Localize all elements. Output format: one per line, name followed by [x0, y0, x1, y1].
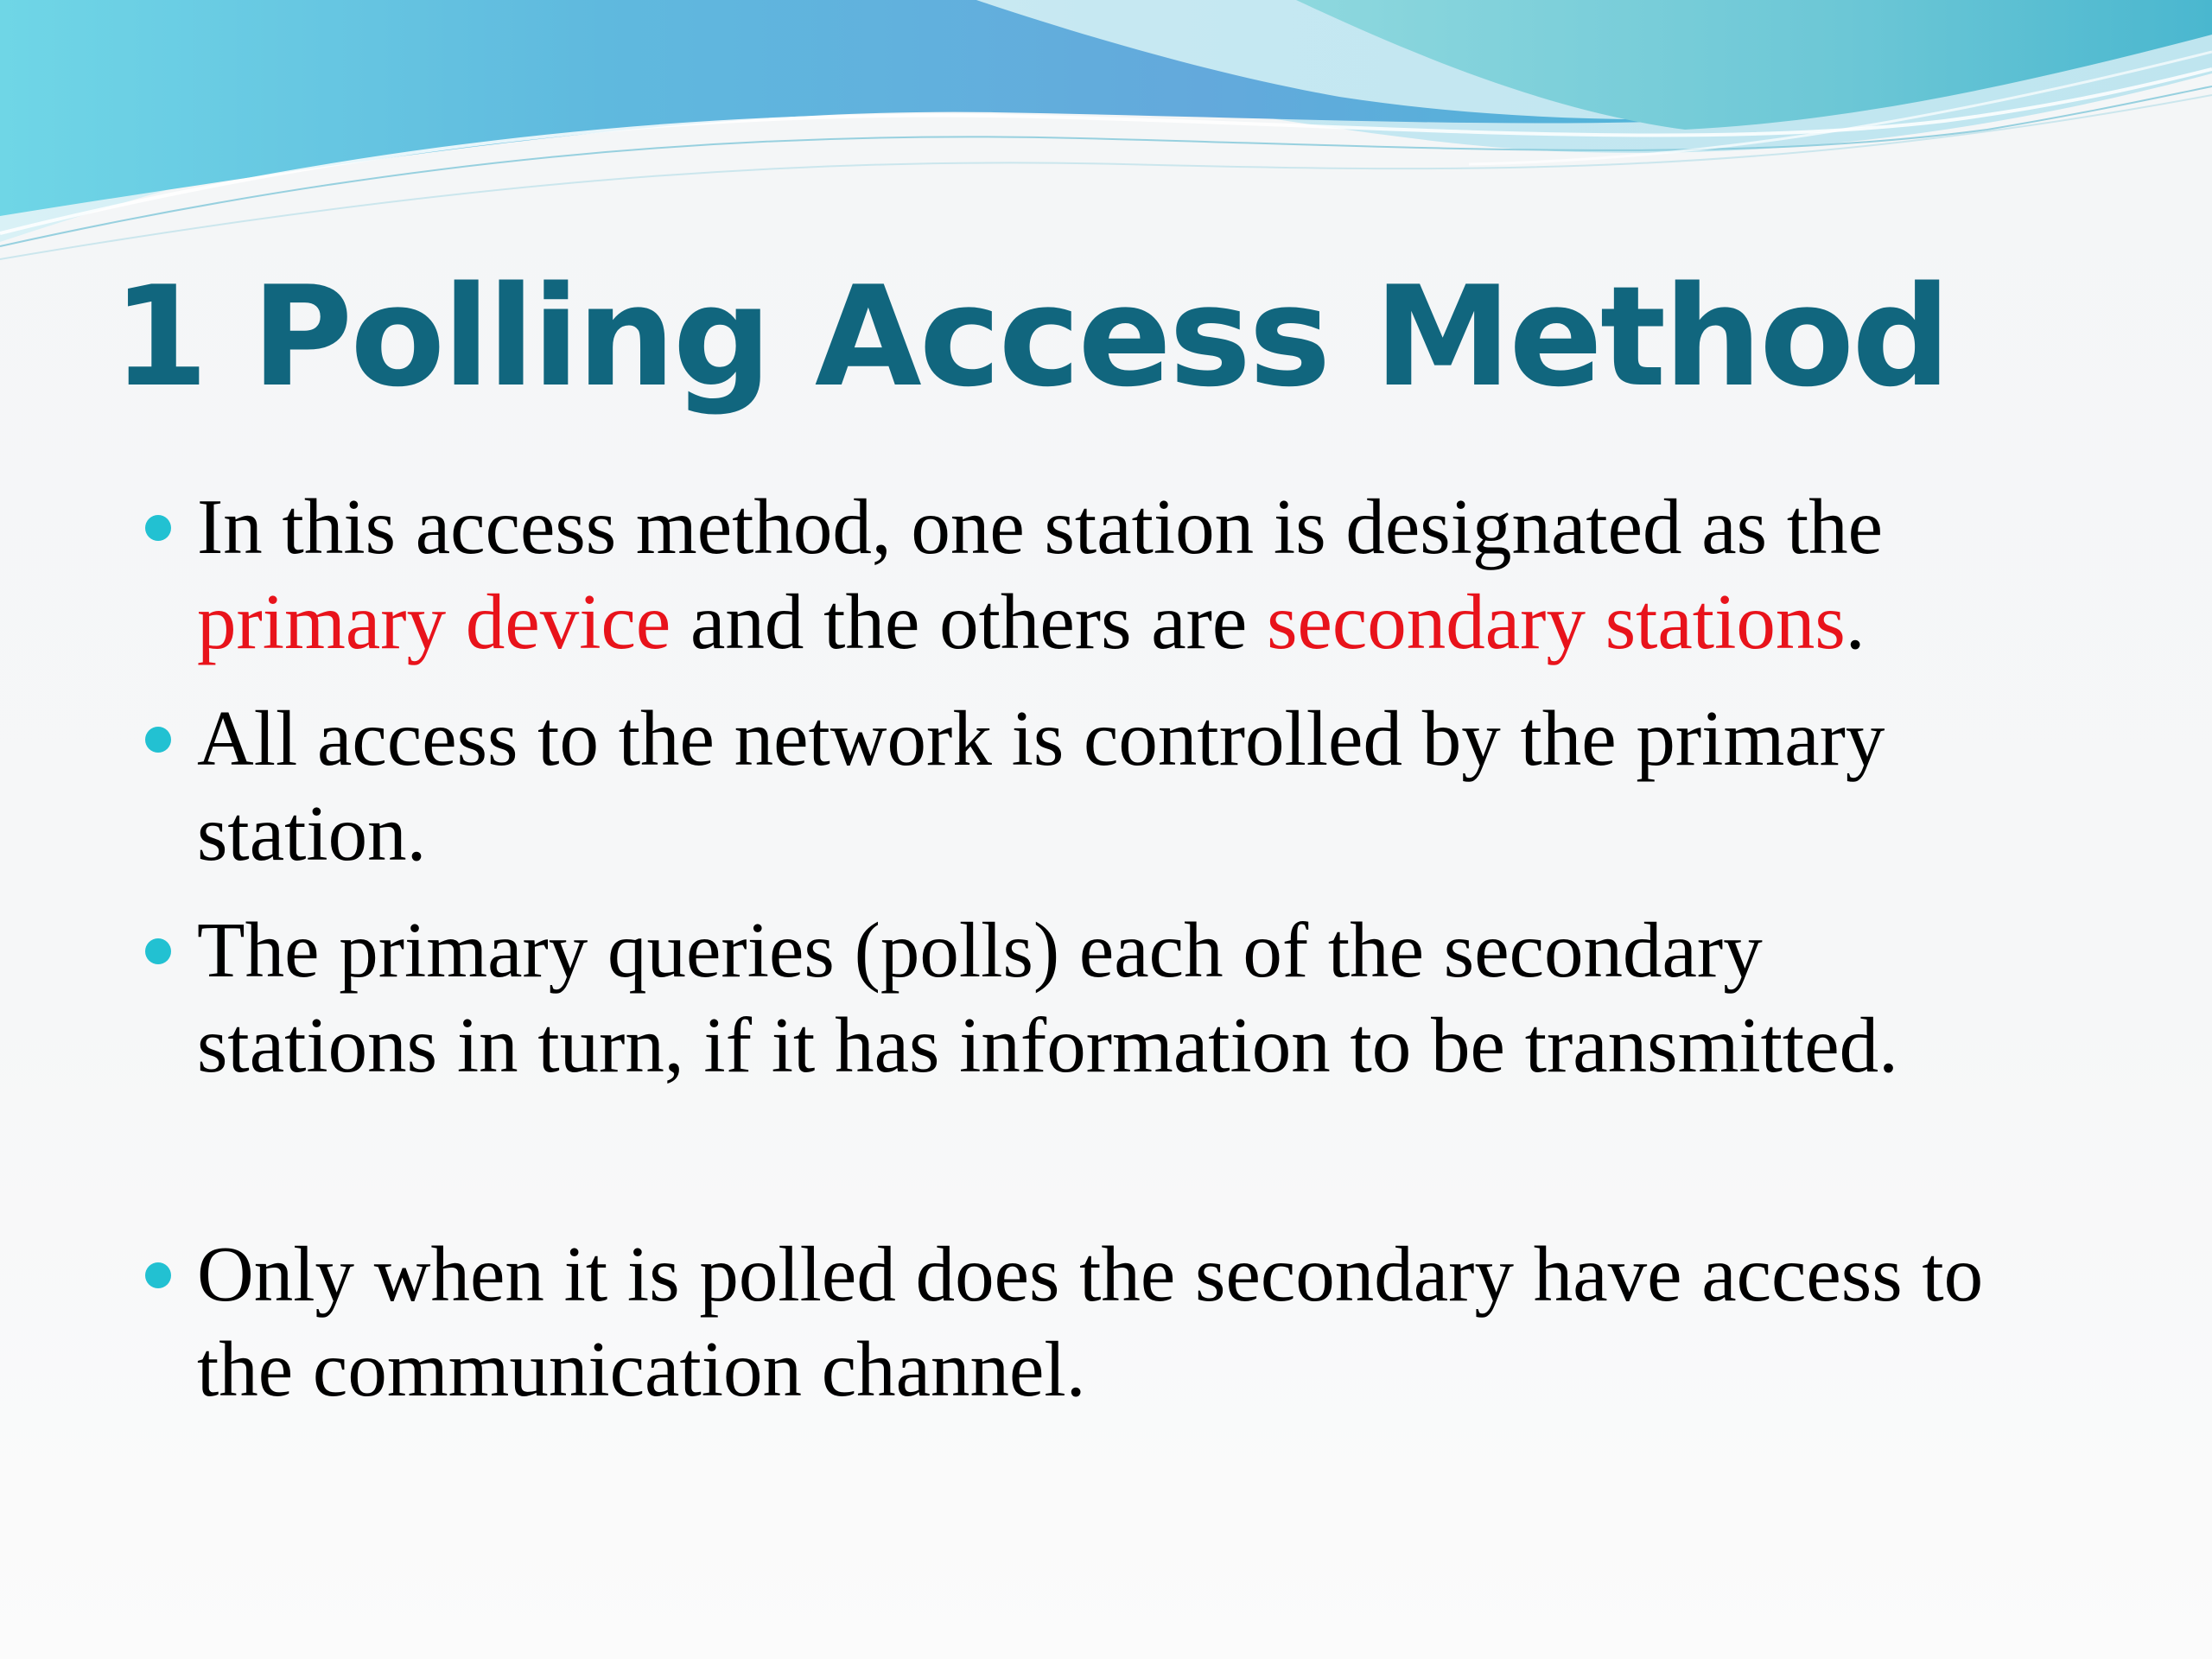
bullet-dot-icon — [145, 515, 171, 541]
bullet-text-line: the communication channel. — [197, 1325, 1086, 1413]
bullet-item — [197, 1227, 2184, 1417]
bullet-item — [197, 480, 2184, 670]
bullet-dot-icon — [145, 727, 171, 753]
bullet-text-line — [197, 575, 2184, 670]
bullet-text-line: In this access method, one station is designated as the — [197, 483, 1883, 570]
bullet-text-segment: and the others are — [671, 578, 1268, 665]
highlight-secondary-stations: secondary stations — [1267, 578, 1846, 665]
bullet-text-line: station. — [197, 790, 427, 877]
bullet-dot-icon — [145, 938, 171, 964]
slide-title: 1 Polling Access Method — [112, 256, 1948, 417]
bullet-text-line: Only when it is polled does the secondary have access to — [197, 1230, 1984, 1318]
bullet-dot-icon — [145, 1262, 171, 1288]
highlight-primary-device: primary device — [197, 578, 671, 665]
bullet-item — [197, 903, 2184, 1093]
bullet-text-line: stations in turn, if it has information to be transmitted. — [197, 1001, 1898, 1089]
bullet-item — [197, 691, 2184, 881]
bullet-text-segment: . — [1845, 578, 1866, 665]
bullet-text-line: The primary queries (polls) each of the secondary — [197, 906, 1763, 994]
bullet-text-line: All access to the network is controlled by the primary — [197, 695, 1885, 782]
